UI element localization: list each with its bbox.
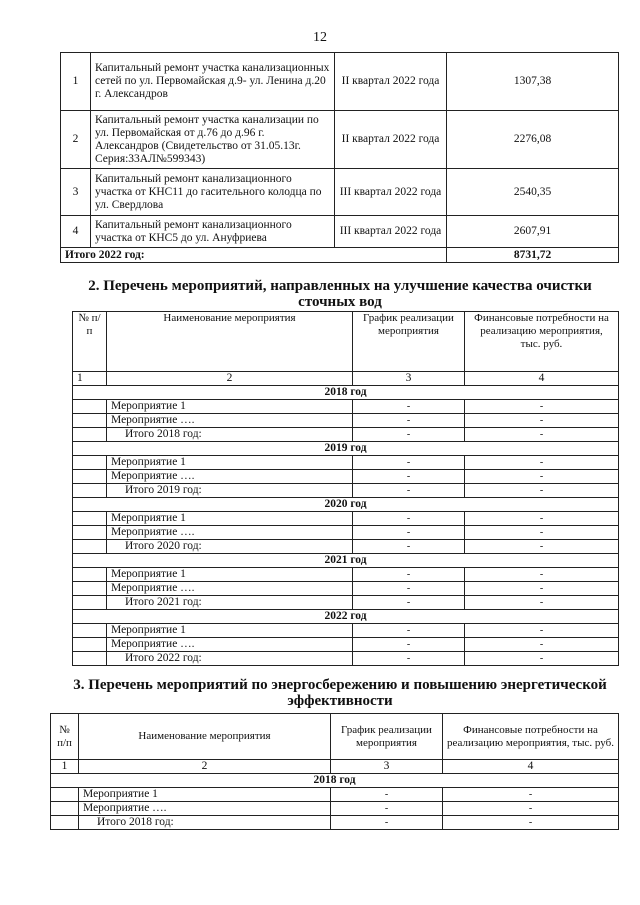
year-label: 2018 год	[73, 386, 619, 400]
item-dash: -	[353, 624, 465, 638]
total-value: 8731,72	[447, 248, 619, 263]
item-dash: -	[465, 428, 619, 442]
project-name: Капитальный ремонт канализационного участка от КНС5 до ул. Ануфриева	[91, 216, 335, 248]
item-dash: -	[331, 816, 443, 830]
year-row	[73, 610, 619, 624]
item-dash: -	[443, 802, 619, 816]
year-row	[73, 386, 619, 400]
header-num: № п/п	[51, 714, 79, 760]
item-dash: -	[353, 638, 465, 652]
project-name: Капитальный ремонт канализационного участка от КНС11 до гасительного колодца по ул. Свердлова	[91, 169, 335, 216]
col-number: 3	[331, 760, 443, 774]
year-label: 2020 год	[73, 498, 619, 512]
table-row	[73, 428, 619, 442]
year-row	[73, 442, 619, 456]
header-name: Наименование мероприятия	[107, 312, 353, 372]
item-total: Итого 2022 год:	[107, 652, 353, 666]
table-row	[73, 652, 619, 666]
item-dash: -	[465, 568, 619, 582]
total-row	[61, 248, 619, 263]
header-num: № п/п	[73, 312, 107, 372]
table-row	[51, 802, 619, 816]
project-amount: 2276,08	[447, 111, 619, 169]
item-dash: -	[353, 652, 465, 666]
project-schedule: II квартал 2022 года	[335, 53, 447, 111]
item-dash: -	[353, 512, 465, 526]
item-name: Мероприятие ….	[107, 526, 353, 540]
table-row	[73, 470, 619, 484]
header-finance: Финансовые потребности на реализацию мероприятия, тыс. руб.	[465, 312, 619, 372]
table-row	[61, 111, 619, 169]
row-number: 3	[61, 169, 91, 216]
year-label: 2019 год	[73, 442, 619, 456]
year-label: 2018 год	[51, 774, 619, 788]
project-schedule: II квартал 2022 года	[335, 111, 447, 169]
item-dash: -	[353, 470, 465, 484]
item-dash: -	[331, 788, 443, 802]
item-name: Мероприятие 1	[107, 456, 353, 470]
item-dash: -	[465, 414, 619, 428]
item-total: Итого 2021 год:	[107, 596, 353, 610]
item-dash: -	[465, 400, 619, 414]
project-schedule: III квартал 2022 года	[335, 169, 447, 216]
table-row	[73, 568, 619, 582]
col-number: 4	[465, 372, 619, 386]
col-number: 4	[443, 760, 619, 774]
wastewater-table	[72, 311, 619, 666]
item-total: Итого 2019 год:	[107, 484, 353, 498]
table-row	[73, 540, 619, 554]
table-row	[73, 512, 619, 526]
item-dash: -	[443, 788, 619, 802]
table-row	[73, 526, 619, 540]
item-dash: -	[465, 470, 619, 484]
item-name: Мероприятие 1	[107, 568, 353, 582]
item-dash: -	[353, 526, 465, 540]
header-schedule: График реализации мероприятия	[353, 312, 465, 372]
item-name: Мероприятие ….	[107, 414, 353, 428]
table-header	[51, 714, 619, 760]
item-dash: -	[465, 624, 619, 638]
column-numbers	[73, 372, 619, 386]
table-header	[73, 312, 619, 372]
header-finance: Финансовые потребности на реализацию мероприятия, тыс. руб.	[443, 714, 619, 760]
project-amount: 1307,38	[447, 53, 619, 111]
year-row	[51, 774, 619, 788]
item-dash: -	[353, 568, 465, 582]
item-name: Мероприятие 1	[79, 788, 331, 802]
project-name: Капитальный ремонт участка канализационных сетей по ул. Первомайская д.9- ул. Ленина д.20 г. Александров	[91, 53, 335, 111]
table-row	[51, 816, 619, 830]
total-label: Итого 2022 год:	[61, 248, 447, 263]
item-name: Мероприятие ….	[107, 470, 353, 484]
col-number: 3	[353, 372, 465, 386]
table-row	[73, 596, 619, 610]
item-name: Мероприятие 1	[107, 512, 353, 526]
item-dash: -	[465, 652, 619, 666]
item-dash: -	[443, 816, 619, 830]
item-total: Итого 2018 год:	[107, 428, 353, 442]
item-dash: -	[465, 582, 619, 596]
table-row	[73, 582, 619, 596]
item-dash: -	[465, 512, 619, 526]
col-number: 2	[79, 760, 331, 774]
item-total: Итого 2018 год:	[79, 816, 331, 830]
header-schedule: График реализации мероприятия	[331, 714, 443, 760]
item-dash: -	[465, 456, 619, 470]
header-name: Наименование мероприятия	[79, 714, 331, 760]
item-dash: -	[353, 540, 465, 554]
year-row	[73, 498, 619, 512]
row-number: 4	[61, 216, 91, 248]
item-name: Мероприятие ….	[107, 582, 353, 596]
table-row	[51, 788, 619, 802]
energy-table	[50, 713, 619, 830]
year-row	[73, 554, 619, 568]
item-dash: -	[331, 802, 443, 816]
item-dash: -	[465, 526, 619, 540]
item-name: Мероприятие 1	[107, 624, 353, 638]
item-dash: -	[353, 582, 465, 596]
item-total: Итого 2020 год:	[107, 540, 353, 554]
item-dash: -	[353, 428, 465, 442]
table-row	[73, 484, 619, 498]
page-number: 12	[313, 30, 327, 45]
table-row	[73, 456, 619, 470]
project-amount: 2607,91	[447, 216, 619, 248]
item-dash: -	[353, 400, 465, 414]
item-dash: -	[353, 596, 465, 610]
column-numbers	[51, 760, 619, 774]
col-number: 2	[107, 372, 353, 386]
table-row	[73, 400, 619, 414]
year-label: 2022 год	[73, 610, 619, 624]
item-dash: -	[353, 484, 465, 498]
col-number: 1	[73, 372, 107, 386]
table-row	[61, 169, 619, 216]
year-label: 2021 год	[73, 554, 619, 568]
row-number: 2	[61, 111, 91, 169]
item-dash: -	[353, 456, 465, 470]
section-3-title: 3. Перечень мероприятий по энергосбережению и повышению энергетической эффективности	[73, 677, 607, 709]
item-dash: -	[465, 638, 619, 652]
item-name: Мероприятие ….	[79, 802, 331, 816]
table-row	[73, 624, 619, 638]
project-name: Капитальный ремонт участка канализации по ул. Первомайская от д.76 до д.96 г. Александров (Свидетельство от 31.05.13г. Серия:33АЛ№599343)	[91, 111, 335, 169]
table-row	[73, 414, 619, 428]
item-dash: -	[465, 540, 619, 554]
table-row	[61, 216, 619, 248]
col-number: 1	[51, 760, 79, 774]
item-name: Мероприятие 1	[107, 400, 353, 414]
repair-table	[60, 52, 619, 263]
table-row	[73, 638, 619, 652]
item-dash: -	[353, 414, 465, 428]
item-name: Мероприятие ….	[107, 638, 353, 652]
section-2-title: 2. Перечень мероприятий, направленных на улучшение качества очистки сточных вод	[88, 278, 592, 310]
project-schedule: III квартал 2022 года	[335, 216, 447, 248]
item-dash: -	[465, 596, 619, 610]
project-amount: 2540,35	[447, 169, 619, 216]
table-row	[61, 53, 619, 111]
row-number: 1	[61, 53, 91, 111]
item-dash: -	[465, 484, 619, 498]
